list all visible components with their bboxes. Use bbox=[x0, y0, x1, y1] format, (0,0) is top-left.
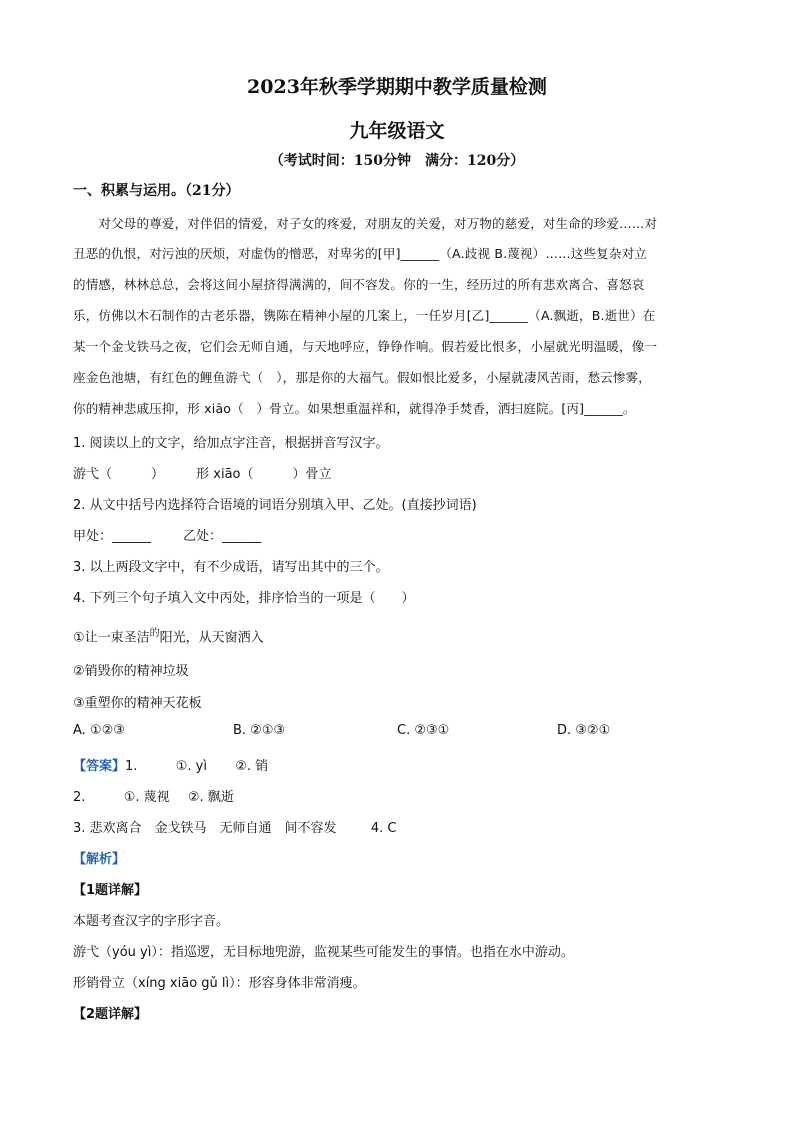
sentence-1: ①让一束圣洁$^的$阳光，从天窗洒入 bbox=[73, 628, 264, 646]
detail-1-intro: 本题考查汉字的字形字音。 bbox=[73, 914, 230, 929]
answer-label: 【答案】 bbox=[73, 759, 126, 774]
passage-line: 你的精神悲戚压抑，形 xiāo（ ）骨立。如果想重温祥和，就得净手焚香，洒扫庭院。[丙]______。 bbox=[73, 401, 636, 416]
sentence-3: ③重塑你的精神天花板 bbox=[73, 696, 202, 711]
question-3: 3. 以上两段文字中，有不少成语，请写出其中的三个。 bbox=[73, 560, 389, 575]
detail-1-line-1: 游弋（yóu yì）：指巡逻，无目标地兜游，监视某些可能发生的事情。也指在水中游动。 bbox=[73, 945, 574, 960]
question-1: 1. 阅读以上的文字，给加点字注音，根据拼音写汉字。 bbox=[73, 436, 389, 451]
exam-info: （考试时间：150分钟 满分：120分） bbox=[269, 153, 525, 169]
question-4: 4. 下列三个句子填入文中丙处，排序恰当的一项是（ ） bbox=[73, 591, 415, 606]
passage-line: 某一个金戈铁马之夜，它们会无师自通，与天地呼应，铮铮作响。假若爱比恨多，小屋就光明温暖，像一 bbox=[73, 339, 658, 354]
passage-line: 座金色池塘，有红色的鲤鱼游弋（ ），那是你的大福气。假如恨比爱多，小屋就凄风苦雨，愁云惨雾， bbox=[73, 370, 651, 385]
passage-line: 丑恶的仇恨，对污浊的厌烦，对虚伪的憎恶，对卑劣的[甲]______（A.歧视 B.蔑视）……这些复杂对立 bbox=[73, 246, 647, 261]
fill-blank-a: 游弋（ ） bbox=[73, 467, 165, 482]
question-2: 2. 从文中括号内选择符合语境的词语分别填入甲、乙处。(直接抄词语) bbox=[73, 498, 477, 513]
fill-blank-jia: 甲处：______ bbox=[73, 529, 152, 544]
detail-2-title: 【2题详解】 bbox=[73, 1007, 148, 1022]
detail-1-title: 【1题详解】 bbox=[73, 883, 148, 898]
fill-blank-b: 形 xiāo（ ）骨立 bbox=[196, 467, 332, 482]
answer-line-2: 2. ①. 蔑视 ②. 飘逝 bbox=[73, 790, 234, 805]
question-2-fill bbox=[73, 525, 261, 544]
question-1-fill bbox=[73, 463, 332, 482]
exam-title: 2023年秋季学期期中教学质量检测 bbox=[247, 76, 547, 98]
option-c: C. ②③① bbox=[397, 723, 450, 738]
option-d: D. ③②① bbox=[557, 723, 611, 738]
section-title: 一、积累与运用。（21分） bbox=[73, 183, 240, 199]
option-b: B. ②①③ bbox=[233, 723, 286, 738]
passage-line: 乐，仿佛以木石制作的古老乐器，镌陈在精神小屋的几案上，一任岁月[乙]______（A.飘逝，B.逝世）在 bbox=[73, 308, 656, 323]
option-a: A. ①②③ bbox=[73, 723, 125, 738]
answer-line-3: 3. 悲欢离合 金戈铁马 无师自通 间不容发 4. C bbox=[73, 821, 397, 836]
grade-subject: 九年级语文 bbox=[349, 120, 445, 142]
fill-blank-yi: 乙处：______ bbox=[183, 529, 262, 544]
answer-line-1: 【答案】1. ①. yì ②. 销 bbox=[73, 759, 269, 774]
passage-line: 对父母的尊爱，对伴侣的情爱，对子女的疼爱，对朋友的关爱，对万物的慈爱，对生命的珍爱……对 bbox=[73, 216, 658, 231]
analysis-label: 【解析】 bbox=[73, 852, 126, 867]
sentence-2: ②销毁你的精神垃圾 bbox=[73, 664, 189, 679]
detail-1-line-2: 形销骨立（xíng xiāo gǔ lì）：形容身体非常消瘦。 bbox=[73, 976, 366, 991]
passage-line: 的情感，林林总总，会将这间小屋挤得满满的，间不容发。你的一生，经历过的所有悲欢离合、喜怒哀 bbox=[73, 277, 645, 292]
